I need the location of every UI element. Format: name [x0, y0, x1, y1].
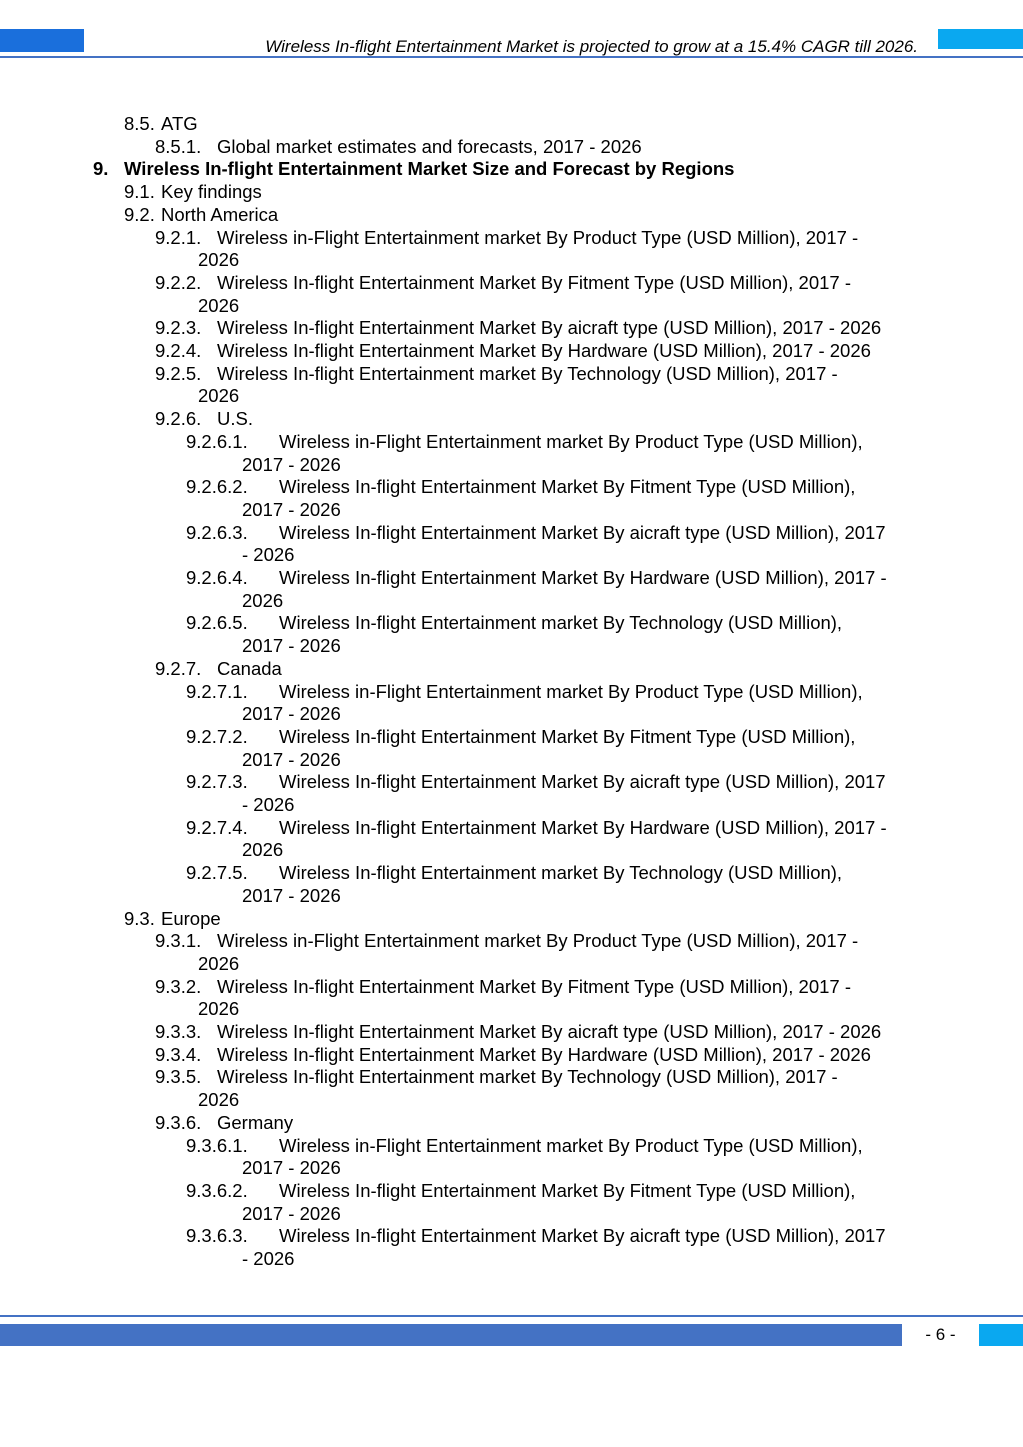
toc-entry-title[interactable]: North America — [161, 203, 279, 225]
toc-entry-number: 9.3.5. — [155, 1066, 202, 1088]
toc-entry-number: 9.2.7.5. — [186, 862, 248, 884]
toc-entry-number: 9.3.1. — [155, 930, 202, 952]
toc-entry-number: 9.2.4. — [155, 340, 202, 361]
toc-entry-title[interactable]: Key findings — [161, 181, 262, 203]
toc-entry-title[interactable]: Wireless In-flight Entertainment Market By Hardware (USD Million), 2017 - — [279, 567, 887, 588]
toc-entry-continuation: - 2026 — [242, 794, 295, 815]
toc-entry-number: 9.3.6.1. — [186, 1134, 248, 1156]
toc-entry-continuation: - 2026 — [242, 544, 295, 566]
toc-entry-number: 9.2.1. — [155, 226, 202, 248]
toc-entry-title[interactable]: Global market estimates and forecasts, 2017 - 2026 — [217, 135, 642, 157]
toc-entry-title[interactable]: Wireless In-flight Entertainment Market By aicraft type (USD Million), 2017 — [279, 771, 886, 793]
footer-accent-bar-right — [979, 1324, 1023, 1346]
toc-entry-title[interactable]: Wireless In-flight Entertainment market By Technology (USD Million), — [279, 862, 843, 884]
toc-entry-title[interactable]: Germany — [217, 1111, 294, 1133]
toc-entry-continuation: 2026 — [198, 249, 240, 271]
page-number: - 6 - — [925, 1325, 956, 1344]
toc-entry-number: 9.2.6.1. — [186, 430, 248, 452]
toc-entry-title[interactable]: Wireless In-flight Entertainment Market By Hardware (USD Million), 2017 - 2026 — [217, 1043, 871, 1065]
toc-entry-title[interactable]: Wireless In-flight Entertainment Market By Fitment Type (USD Million), 2017 - — [217, 975, 852, 997]
toc-entry-continuation: 2017 - 2026 — [242, 498, 341, 520]
toc-entry-number: 9.2.7.3. — [186, 771, 248, 793]
toc-entry-continuation: 2017 - 2026 — [242, 453, 341, 475]
toc-entry-title[interactable]: Wireless In-flight Entertainment market By Technology (USD Million), 2017 - — [217, 362, 838, 384]
toc-entry-title[interactable]: Wireless In-flight Entertainment Market By aicraft type (USD Million), 2017 - 2026 — [217, 317, 882, 339]
toc-entry-continuation: 2026 — [198, 385, 240, 407]
toc-entry-title[interactable]: ATG — [161, 113, 198, 134]
toc-entry-title[interactable]: Wireless In-flight Entertainment Market By Fitment Type (USD Million), — [279, 1179, 856, 1201]
toc-entry-title[interactable]: Wireless In-flight Entertainment market By Technology (USD Million), — [279, 612, 843, 634]
toc-entry-continuation: 2026 — [198, 998, 240, 1020]
toc-entry-continuation: 2017 - 2026 — [242, 1202, 341, 1224]
toc-entry-continuation: 2017 - 2026 — [242, 635, 341, 657]
toc-entry-continuation: 2017 - 2026 — [242, 1157, 341, 1179]
toc-entry-number: 9.3. — [124, 907, 155, 929]
toc-entry-title[interactable]: Wireless in-Flight Entertainment market By Product Type (USD Million), — [279, 430, 863, 452]
toc-entry-number: 9.2. — [124, 203, 155, 225]
toc-entry-number: 9.2.6.4. — [186, 567, 248, 588]
toc-entry-number: 9.2.6.3. — [186, 521, 248, 543]
header-rule — [0, 56, 1023, 58]
toc-entry-continuation: 2017 - 2026 — [242, 884, 341, 906]
toc-entry-title[interactable]: Wireless in-Flight Entertainment market By Product Type (USD Million), 2017 - — [217, 226, 859, 248]
toc-entry-number: 9.2.6.2. — [186, 476, 248, 498]
toc-entry-number: 9.3.2. — [155, 975, 202, 997]
toc-entry-title[interactable]: Wireless In-flight Entertainment Market By aicraft type (USD Million), 2017 — [279, 1225, 886, 1247]
toc-entry-number: 8.5.1. — [155, 135, 202, 157]
toc-entry-title[interactable]: Wireless in-Flight Entertainment market By Product Type (USD Million), — [279, 680, 863, 702]
running-header-title: Wireless In-flight Entertainment Market is projected to grow at a 15.4% CAGR till 2026. — [265, 37, 918, 56]
toc-entry-number: 9. — [93, 158, 109, 180]
toc-entry-continuation: 2026 — [198, 952, 240, 974]
toc-entry-number: 9.2.5. — [155, 362, 202, 384]
toc-entry-title[interactable]: Canada — [217, 657, 282, 679]
toc-entry-continuation: 2026 — [198, 1089, 240, 1111]
toc-entry-number: 9.1. — [124, 181, 155, 203]
toc-entry-number: 9.2.7.1. — [186, 680, 248, 702]
toc-entry-number: 8.5. — [124, 113, 155, 134]
toc-entry-title[interactable]: Europe — [161, 907, 221, 929]
toc-entry-title[interactable]: Wireless in-Flight Entertainment market By Product Type (USD Million), — [279, 1134, 863, 1156]
toc-entry-title[interactable]: Wireless In-flight Entertainment Market By Fitment Type (USD Million), — [279, 725, 856, 747]
toc-entry-title[interactable]: Wireless In-flight Entertainment Market By Hardware (USD Million), 2017 - 2026 — [217, 340, 871, 361]
toc-entry-number: 9.2.7.4. — [186, 816, 248, 838]
toc-entry-number: 9.2.7. — [155, 657, 202, 679]
toc-entry-continuation: 2026 — [242, 589, 284, 611]
toc-entry-continuation: - 2026 — [242, 1248, 295, 1269]
toc-entry-number: 9.3.4. — [155, 1043, 202, 1065]
toc-entry-title[interactable]: Wireless In-flight Entertainment Market By Fitment Type (USD Million), — [279, 476, 856, 498]
toc-entry-number: 9.2.2. — [155, 271, 202, 293]
toc-entry-number: 9.2.6.5. — [186, 612, 248, 634]
toc-entry-number: 9.3.6.2. — [186, 1179, 248, 1201]
toc-entry-title[interactable]: Wireless In-flight Entertainment Market Size and Forecast by Regions — [124, 158, 735, 180]
footer-rule — [0, 1315, 1023, 1317]
toc-entry-title[interactable]: Wireless In-flight Entertainment Market By Hardware (USD Million), 2017 - — [279, 816, 887, 838]
toc-entry-continuation: 2026 — [198, 294, 240, 316]
toc-entry-number: 9.2.3. — [155, 317, 202, 339]
toc-entry-number: 9.2.6. — [155, 408, 202, 430]
header-accent-bar-right — [938, 29, 1023, 49]
toc-entry-title[interactable]: Wireless In-flight Entertainment Market By aicraft type (USD Million), 2017 - 2026 — [217, 1021, 882, 1042]
toc-entry-title[interactable]: Wireless In-flight Entertainment market By Technology (USD Million), 2017 - — [217, 1066, 838, 1088]
toc-entry-continuation: 2017 - 2026 — [242, 703, 341, 725]
toc-entry-number: 9.3.6. — [155, 1111, 202, 1133]
toc-entry-number: 9.3.3. — [155, 1021, 202, 1042]
toc-entry-title[interactable]: U.S. — [217, 408, 253, 430]
toc-entry-number: 9.3.6.3. — [186, 1225, 248, 1247]
toc-entry-number: 9.2.7.2. — [186, 725, 248, 747]
toc-entry-title[interactable]: Wireless in-Flight Entertainment market By Product Type (USD Million), 2017 - — [217, 930, 859, 952]
toc-entry-continuation: 2017 - 2026 — [242, 748, 341, 770]
toc-entry-title[interactable]: Wireless In-flight Entertainment Market By aicraft type (USD Million), 2017 — [279, 521, 886, 543]
toc-entry-continuation: 2026 — [242, 839, 284, 861]
toc-entry-title[interactable]: Wireless In-flight Entertainment Market By Fitment Type (USD Million), 2017 - — [217, 271, 852, 293]
footer-accent-bar — [0, 1324, 902, 1346]
